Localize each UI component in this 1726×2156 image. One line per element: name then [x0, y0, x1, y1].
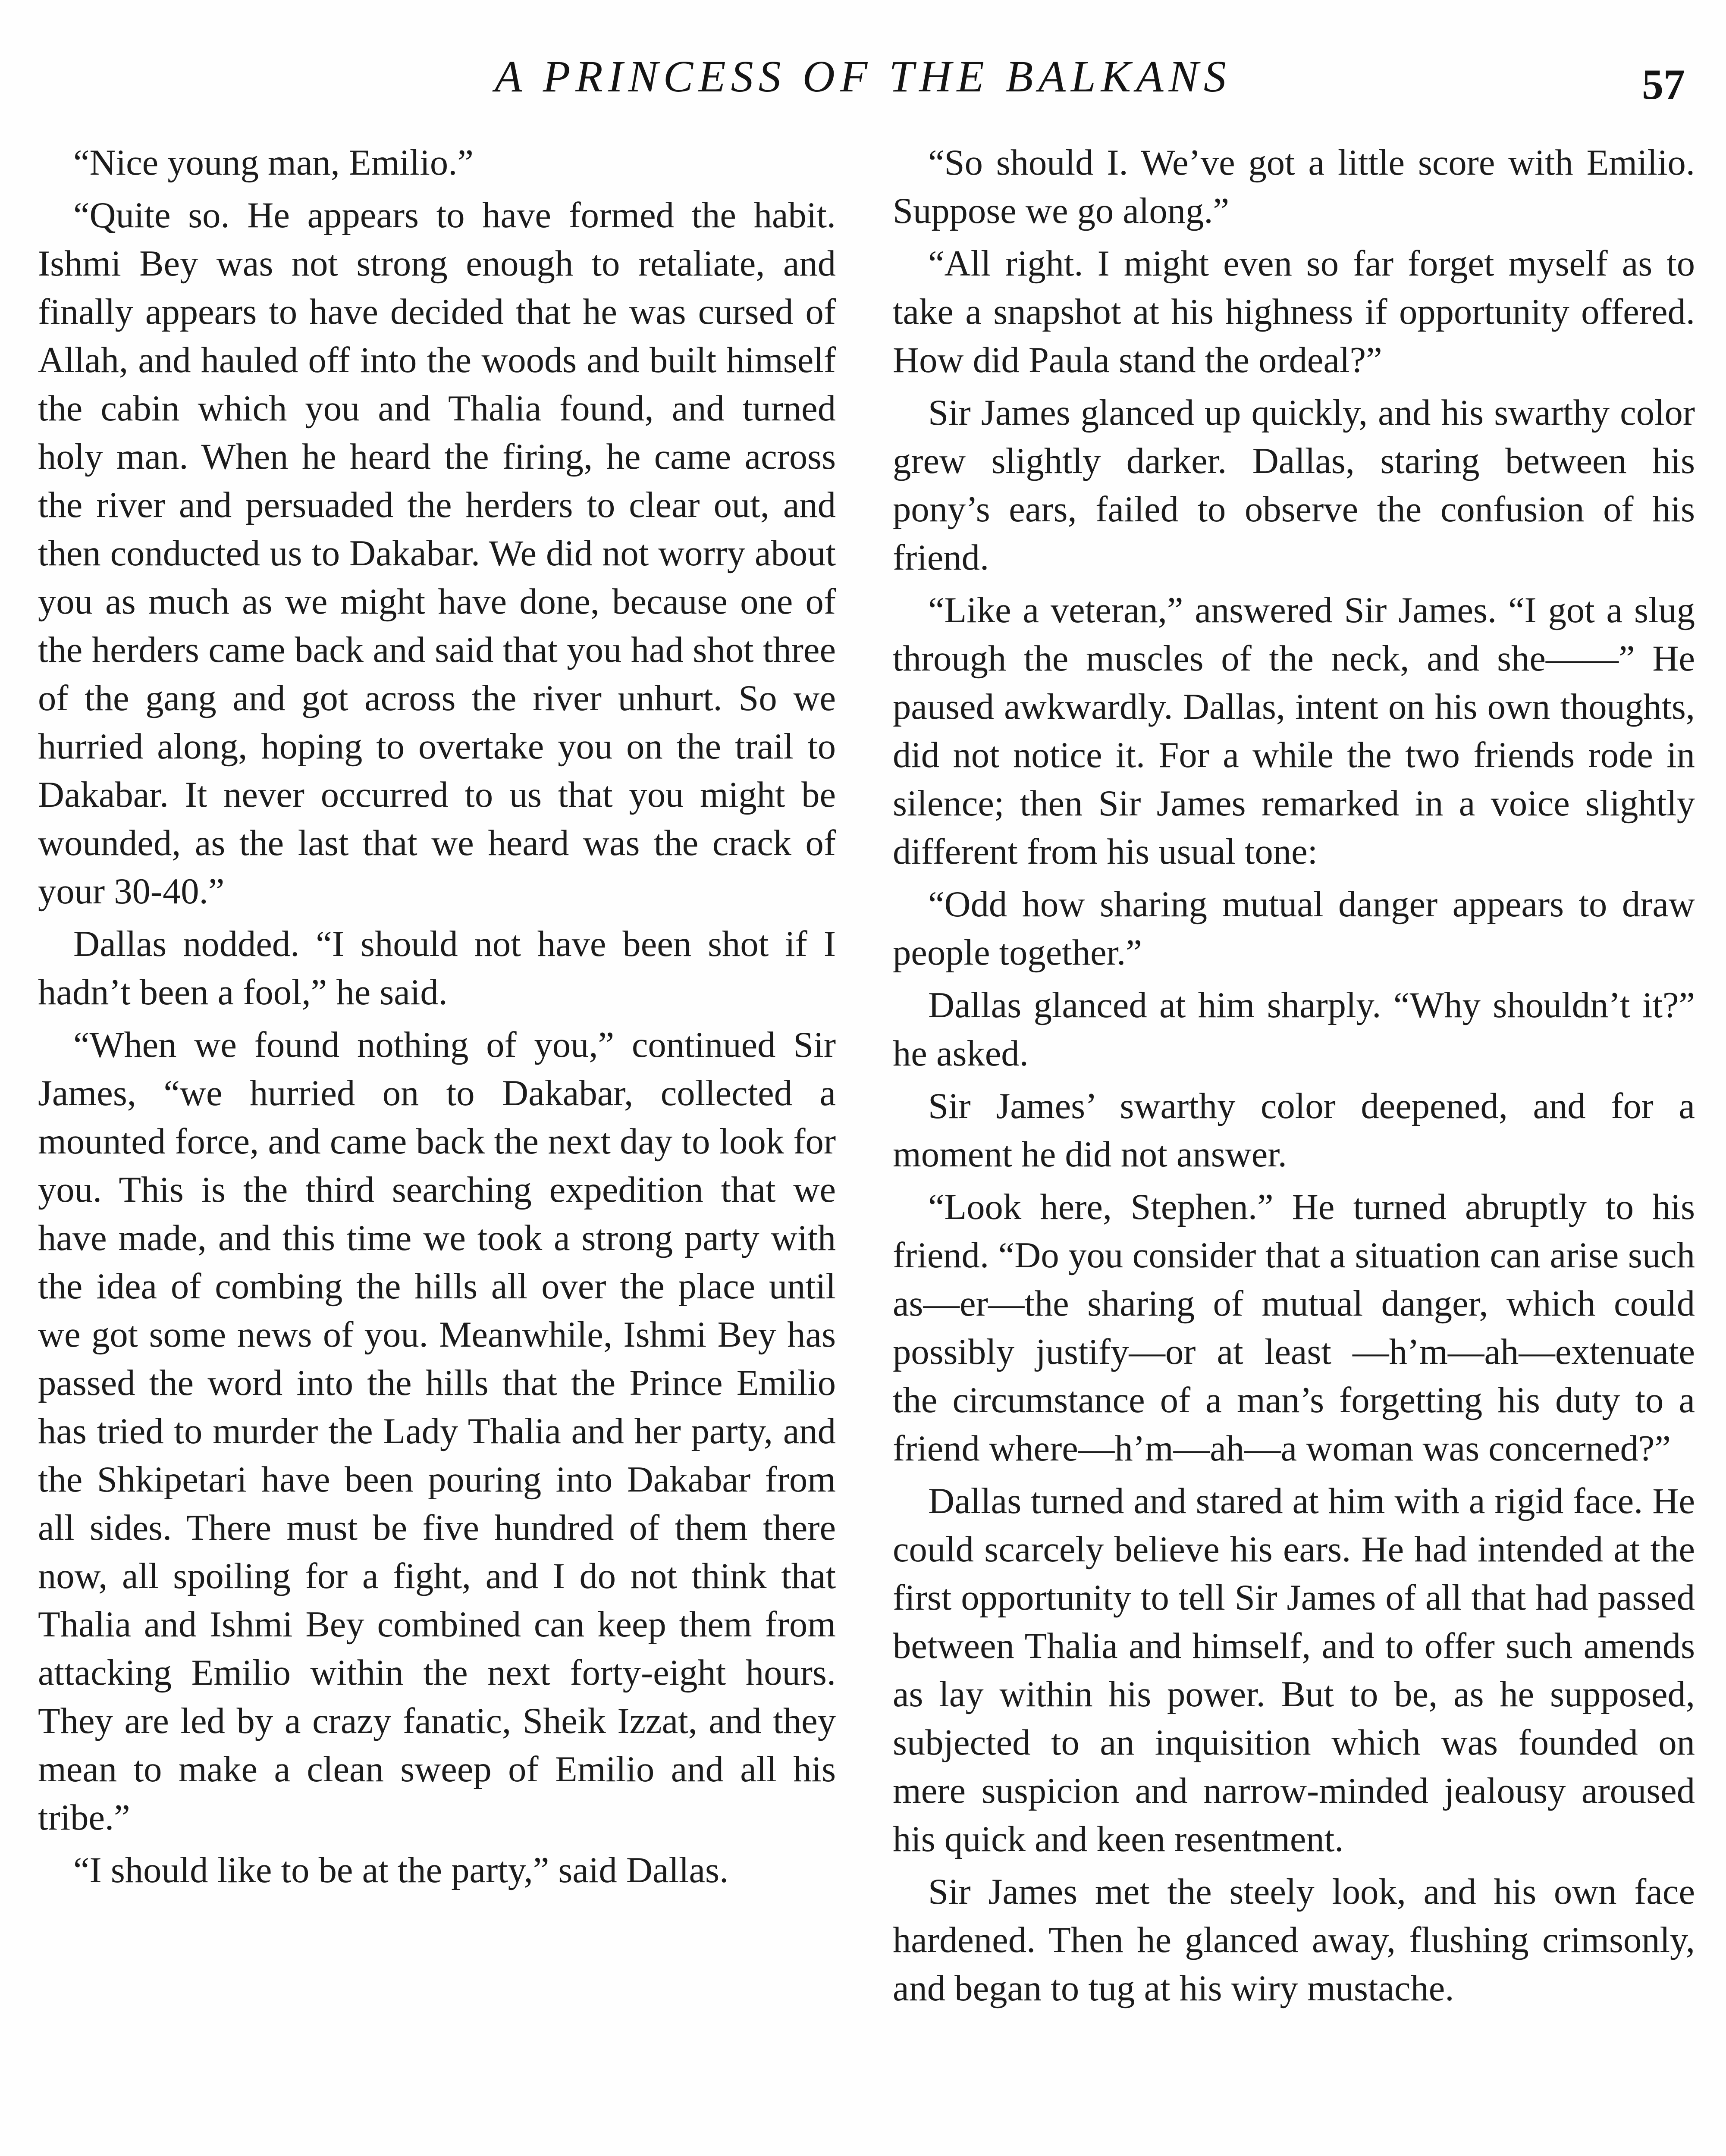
- paragraph: Dallas glanced at him sharply. “Why shouldn’t it?” he asked.: [893, 985, 1695, 1074]
- paragraph: “Quite so. He appears to have formed the habit. Ishmi Bey was not strong enough to retaliate, and finally appears to have decided that he was cursed of Allah, and hauled off into the woods and built himself the cabin which you and Thalia found, and turned holy man. When he heard the firing, he came across the river and persuaded the herders to clear out, and then conducted us to Dakabar. We did not worry about you as much as we might have done, because one of the herders came back and said that you had shot three of the gang and got across the river unhurt. So we hurried along, hoping to overtake you on the trail to Dakabar. It never occurred to us that you might be wounded, as the last that we heard was the crack of your 30-40.”: [38, 195, 836, 912]
- paragraph: Sir James’ swarthy color deepened, and for a moment he did not answer.: [893, 1086, 1695, 1175]
- paragraph: Dallas turned and stared at him with a rigid face. He could scarcely believe his ears. He had intended at the first opportunity to tell Sir James of all that had passed between Thalia and himself, and to offer such amends as lay within his power. But to be, as he supposed, subjected to an inquisition which was founded on mere suspicion and narrow-minded jealousy aroused his quick and keen resentment.: [893, 1481, 1695, 1859]
- page-number: 57: [1642, 60, 1685, 108]
- paragraph: “All right. I might even so far forget myself as to take a snapshot at his highness if opportunity offered. How did Paula stand the ordeal?”: [893, 244, 1695, 380]
- paragraph: “Nice young man, Emilio.”: [73, 143, 474, 183]
- paragraph: “Odd how sharing mutual danger appears to draw people together.”: [893, 884, 1695, 973]
- paragraph: “Look here, Stephen.” He turned abruptly to his friend. “Do you consider that a situation can arise such as—er—the sharing of mutual danger, which could possibly justify—or at least —h’m—ah—extenuate the circumstance of a man’s forgetting his duty to a friend where—h’m—ah—a woman was concerned?”: [893, 1187, 1695, 1469]
- right-column: [893, 139, 1695, 2017]
- paragraph: Sir James glanced up quickly, and his swarthy color grew slightly darker. Dallas, staring between his pony’s ears, failed to observe the confusion of his friend.: [893, 393, 1695, 578]
- paragraph: “Like a veteran,” answered Sir James. “I got a slug through the muscles of the neck, and she——” He paused awkwardly. Dallas, intent on his own thoughts, did not notice it. For a while the two friends rode in silence; then Sir James remarked in a voice slightly different from his usual tone:: [893, 590, 1695, 872]
- paragraph: Sir James met the steely look, and his own face hardened. Then he glanced away, flushing crimsonly, and began to tug at his wiry mustache.: [893, 1872, 1695, 2009]
- paragraph: Dallas nodded. “I should not have been shot if I hadn’t been a fool,” he said.: [38, 924, 836, 1012]
- paragraph: “I should like to be at the party,” said Dallas.: [73, 1850, 729, 1890]
- paragraph: “When we found nothing of you,” continued Sir James, “we hurried on to Dakabar, collected a mounted force, and came back the next day to look for you. This is the third searching expedition that we have made, and this time we took a strong party with the idea of combing the hills all over the place until we got some news of you. Meanwhile, Ishmi Bey has passed the word into the hills that the Prince Emilio has tried to murder the Lady Thalia and her party, and the Shkipetari have been pouring into Dakabar from all sides. There must be five hundred of them there now, all spoiling for a fight, and I do not think that Thalia and Ishmi Bey combined can keep them from attacking Emilio within the next forty-eight hours. They are led by a crazy fanatic, Sheik Izzat, and they mean to make a clean sweep of Emilio and all his tribe.”: [38, 1025, 836, 1838]
- left-column: [38, 139, 836, 1899]
- running-head-title: A PRINCESS OF THE BALKANS: [495, 52, 1231, 101]
- paragraph: “So should I. We’ve got a little score with Emilio. Suppose we go along.”: [893, 143, 1695, 231]
